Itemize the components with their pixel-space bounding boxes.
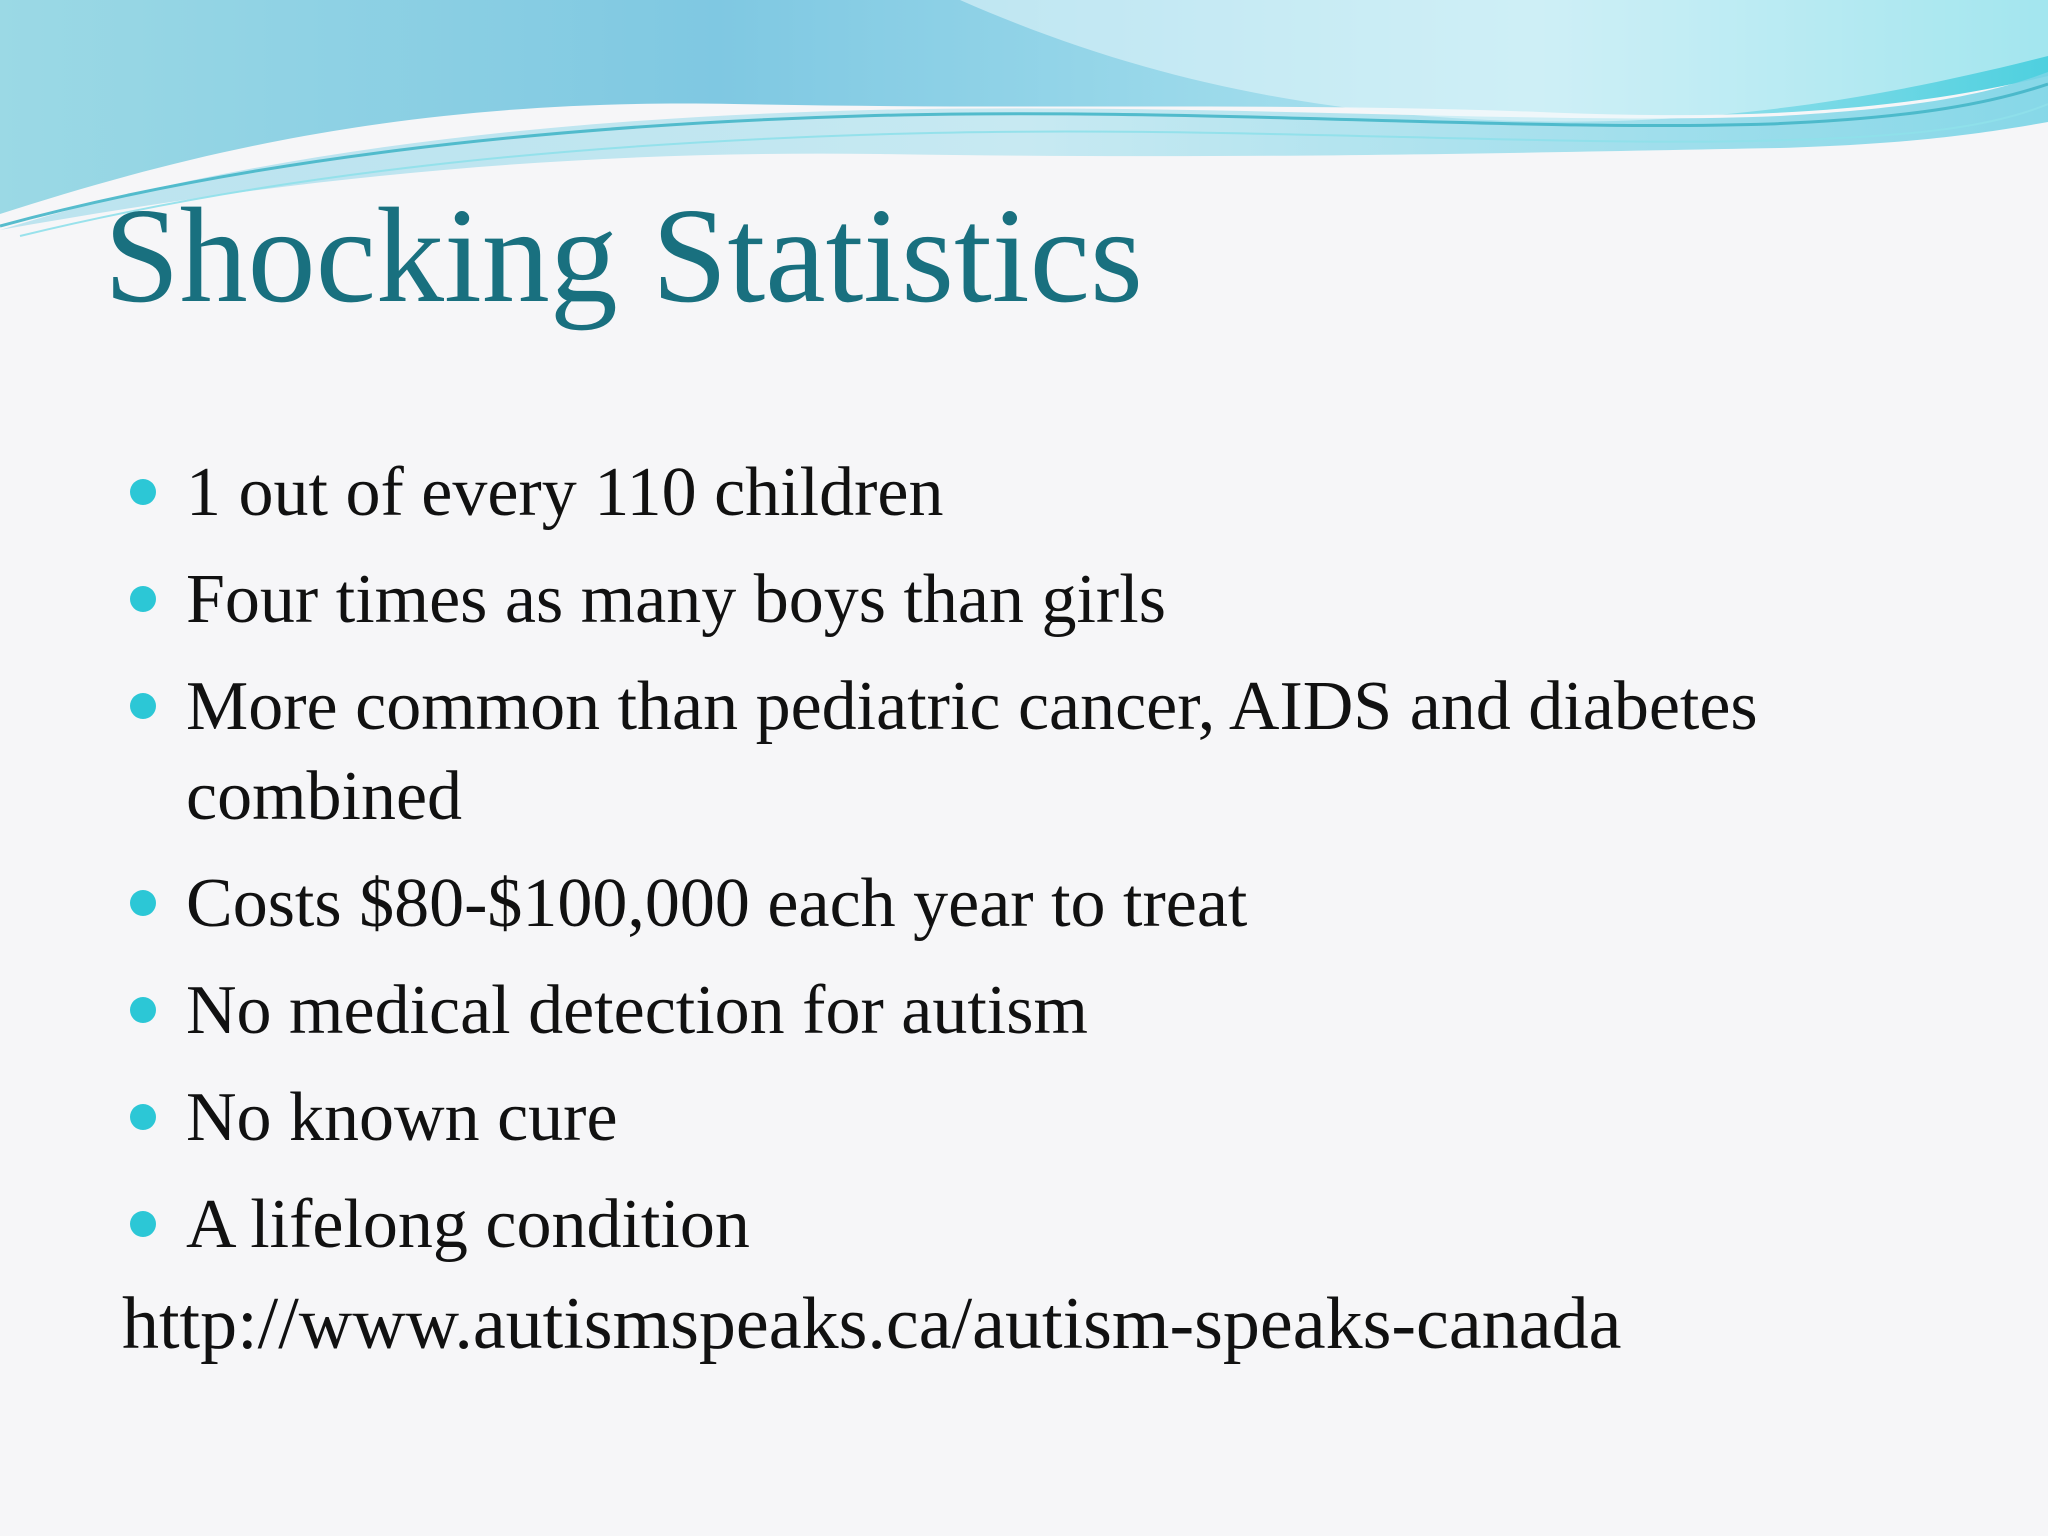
bullet-icon: [130, 890, 156, 916]
bullet-text: More common than pediatric cancer, AIDS and diabetes combined: [186, 668, 1758, 835]
bullet-text: 1 out of every 110 children: [186, 454, 944, 531]
bullet-item: [130, 1073, 1950, 1163]
bullet-icon: [130, 479, 156, 505]
slide-title: Shocking Statistics: [104, 181, 1143, 331]
bullet-text: No known cure: [186, 1079, 618, 1156]
bullet-item: [130, 555, 1950, 645]
bullet-icon: [130, 997, 156, 1023]
bullet-item: [130, 966, 1950, 1056]
bullet-text: A lifelong condition: [186, 1186, 750, 1263]
bullet-text: No medical detection for autism: [186, 972, 1088, 1049]
statistics-list: [130, 448, 1950, 1287]
bullet-item: [130, 448, 1950, 538]
bullet-icon: [130, 1104, 156, 1130]
bullet-item: [130, 662, 1950, 842]
source-url: http://www.autismspeaks.ca/autism-speaks-canada: [122, 1283, 1622, 1365]
bullet-icon: [130, 586, 156, 612]
bullet-icon: [130, 1211, 156, 1237]
bullet-icon: [130, 693, 156, 719]
bullet-item: [130, 1180, 1950, 1270]
bullet-text: Costs $80-$100,000 each year to treat: [186, 865, 1248, 942]
bullet-text: Four times as many boys than girls: [186, 561, 1166, 638]
bullet-item: [130, 859, 1950, 949]
